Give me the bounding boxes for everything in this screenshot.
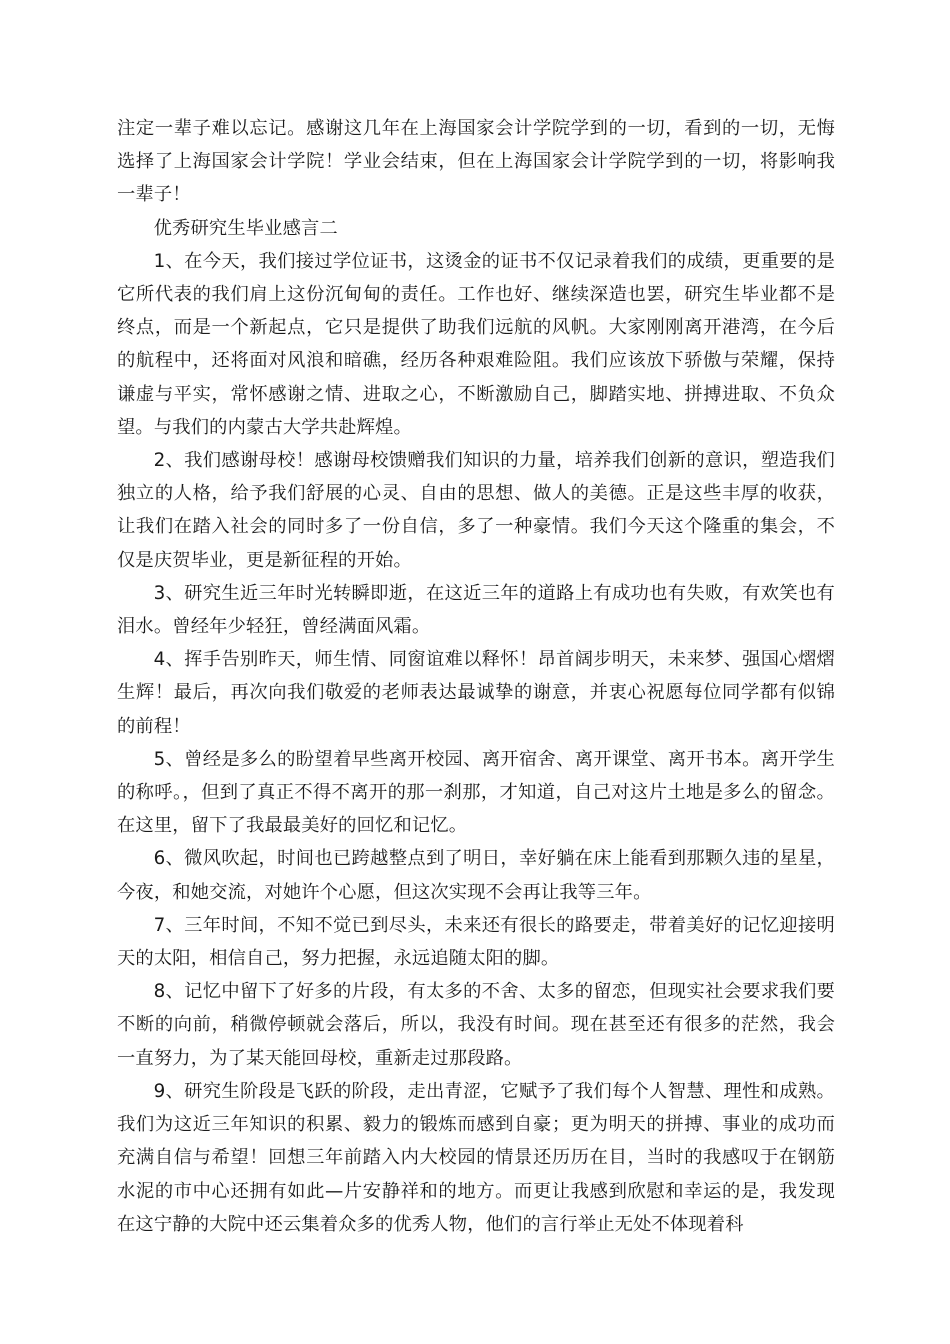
intro-paragraph: 注定一辈子难以忘记。感谢这几年在上海国家会计学院学到的一切，看到的一切，无悔选择了上海国家会计学院！学业会结束，但在上海国家会计学院学到的一切，将影响我一辈子！ xyxy=(117,118,835,206)
document-body xyxy=(117,112,835,1241)
paragraph-3: 3、研究生近三年时光转瞬即逝，在这近三年的道路上有成功也有失败，有欢笑也有泪水。曾经年少轻狂，曾经满面风霜。 xyxy=(117,582,835,638)
paragraph-1: 1、在今天，我们接过学位证书，这烫金的证书不仅记录着我们的成绩，更重要的是它所代表的我们肩上这份沉甸甸的责任。工作也好、继续深造也罢，研究生毕业都不是终点，而是一个新起点，它只是提供了助我们远航的风帆。大家刚刚离开港湾，在今后的航程中，还将面对风浪和暗礁，经历各种艰难险阻。我们应该放下骄傲与荣耀，保持谦虚与平实，常怀感谢之情、进取之心，不断激励自己，脚踏实地、拼搏进取、不负众望。与我们的内蒙古大学共赴辉煌。 xyxy=(117,250,835,438)
section-title: 优秀研究生毕业感言二 xyxy=(153,217,338,239)
paragraph-9: 9、研究生阶段是飞跃的阶段，走出青涩，它赋予了我们每个人智慧、理性和成熟。我们为这近三年知识的积累、毅力的锻炼而感到自豪；更为明天的拼搏、事业的成功而充满自信与希望！回想三年前踏入内大校园的情景还历历在目，当时的我感叹于在钢筋水泥的市中心还拥有如此—片安静祥和的地方。而更让我感到欣慰和幸运的是，我发现在这宁静的大院中还云集着众多的优秀人物，他们的言行举止无处不体现着科 xyxy=(117,1080,835,1235)
paragraph-5: 5、曾经是多么的盼望着早些离开校园、离开宿舍、离开课堂、离开书本。离开学生的称呼。，但到了真正不得不离开的那一刹那，才知道，自己对这片土地是多么的留念。在这里，留下了我最最美好的回忆和记忆。 xyxy=(117,748,835,837)
paragraph-6: 6、微风吹起，时间也已跨越整点到了明日，幸好躺在床上能看到那颗久违的星星，今夜，和她交流，对她许个心愿，但这次实现不会再让我等三年。 xyxy=(117,848,835,903)
paragraph-2: 2、我们感谢母校！感谢母校馈赠我们知识的力量，培养我们创新的意识，塑造我们独立的人格，给予我们舒展的心灵、自由的思想、做人的美德。正是这些丰厚的收获，让我们在踏入社会的同时多了一份自信，多了一种豪情。我们今天这个隆重的集会，不仅是庆贺毕业，更是新征程的开始。 xyxy=(117,450,835,571)
paragraph-7: 7、三年时间，不知不觉已到尽头，未来还有很长的路要走，带着美好的记忆迎接明天的太阳，相信自己，努力把握，永远追随太阳的脚。 xyxy=(117,914,835,970)
paragraph-4: 4、挥手告别昨天，师生情、同窗谊难以释怀！昂首阔步明天，未来梦、强国心熠熠生辉！最后，再次向我们敬爱的老师表达最诚挚的谢意，并衷心祝愿每位同学都有似锦的前程！ xyxy=(117,649,835,737)
paragraph-8: 8、记忆中留下了好多的片段，有太多的不舍、太多的留恋，但现实社会要求我们要不断的向前，稍微停顿就会落后，所以，我没有时间。现在甚至还有很多的茫然，我会一直努力，为了某天能回母校，重新走过那段路。 xyxy=(117,981,835,1069)
